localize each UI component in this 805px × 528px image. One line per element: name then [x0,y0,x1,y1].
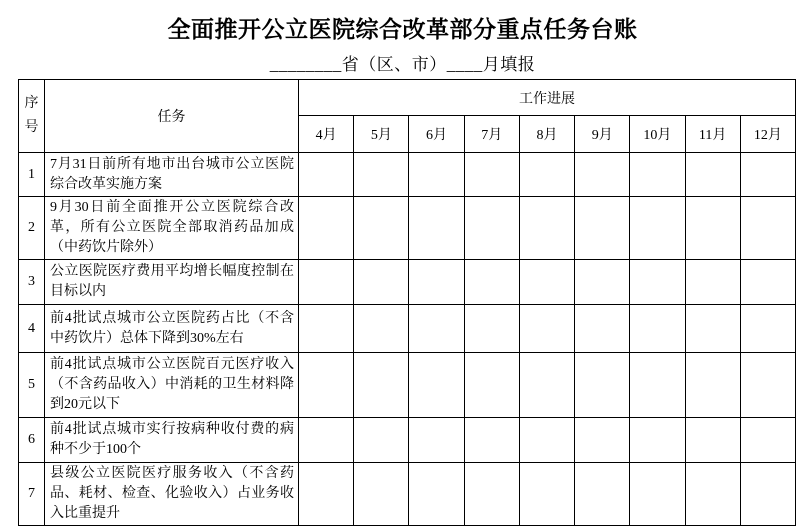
progress-cell-empty [409,463,464,526]
progress-cell-empty [409,260,464,305]
progress-cell-empty [354,418,409,463]
month-header: 7月 [464,116,519,153]
month-header: 12月 [740,116,795,153]
progress-cell-empty [519,353,574,418]
progress-cell-empty [685,197,740,260]
header-task: 任务 [45,80,299,153]
progress-cell-empty [299,260,354,305]
progress-cell-empty [630,260,685,305]
header-row-top [19,80,796,116]
progress-cell-empty [740,463,795,526]
task-description: 前4批试点城市公立医院药占比（不含中药饮片）总体下降到30%左右 [45,305,299,353]
task-ledger-table [18,79,796,526]
progress-cell-empty [299,353,354,418]
progress-cell-empty [354,305,409,353]
progress-cell-empty [464,305,519,353]
row-number: 1 [19,153,45,197]
progress-cell-empty [299,305,354,353]
progress-cell-empty [354,197,409,260]
progress-cell-empty [685,260,740,305]
progress-cell-empty [630,153,685,197]
month-header: 8月 [519,116,574,153]
document-page [0,11,805,528]
progress-cell-empty [299,418,354,463]
progress-cell-empty [685,153,740,197]
progress-cell-empty [575,418,630,463]
progress-cell-empty [409,153,464,197]
progress-cell-empty [575,197,630,260]
progress-cell-empty [575,463,630,526]
table-row [19,418,796,463]
progress-cell-empty [740,153,795,197]
progress-cell-empty [740,305,795,353]
progress-cell-empty [685,305,740,353]
month-header: 4月 [299,116,354,153]
progress-cell-empty [519,463,574,526]
progress-cell-empty [630,305,685,353]
progress-cell-empty [409,353,464,418]
progress-cell-empty [464,418,519,463]
progress-cell-empty [299,153,354,197]
progress-cell-empty [630,463,685,526]
progress-cell-empty [354,353,409,418]
task-description: 前4批试点城市公立医院百元医疗收入（不含药品收入）中消耗的卫生材料降到20元以下 [45,353,299,418]
document-subtitle-fill-in-line: ________省（区、市）____月填报 [269,55,536,74]
progress-cell-empty [519,153,574,197]
document-title: 全面推开公立医院综合改革部分重点任务台账 [167,17,638,42]
progress-cell-empty [685,353,740,418]
table-row [19,197,796,260]
progress-cell-empty [630,197,685,260]
progress-cell-empty [740,197,795,260]
row-number: 7 [19,463,45,526]
progress-cell-empty [740,353,795,418]
progress-cell-empty [740,260,795,305]
progress-cell-empty [519,418,574,463]
month-header: 9月 [575,116,630,153]
progress-cell-empty [299,463,354,526]
progress-cell-empty [685,463,740,526]
progress-cell-empty [354,463,409,526]
row-number: 4 [19,305,45,353]
task-description: 前4批试点城市实行按病种收付费的病种不少于100个 [45,418,299,463]
table-row [19,153,796,197]
table-row [19,305,796,353]
progress-cell-empty [575,305,630,353]
table-row [19,463,796,526]
progress-cell-empty [519,260,574,305]
task-description: 县级公立医院医疗服务收入（不含药品、耗材、检查、化验收入）占业务收入比重提升 [45,463,299,526]
row-number: 2 [19,197,45,260]
table-row [19,353,796,418]
progress-cell-empty [299,197,354,260]
task-description: 7月31日前所有地市出台城市公立医院综合改革实施方案 [45,153,299,197]
month-header: 11月 [685,116,740,153]
progress-cell-empty [409,197,464,260]
progress-cell-empty [464,260,519,305]
progress-cell-empty [740,418,795,463]
row-number: 5 [19,353,45,418]
progress-cell-empty [575,353,630,418]
progress-cell-empty [464,353,519,418]
progress-cell-empty [575,153,630,197]
progress-cell-empty [464,153,519,197]
task-description: 9月30日前全面推开公立医院综合改革，所有公立医院全部取消药品加成（中药饮片除外） [45,197,299,260]
header-work-progress: 工作进展 [299,80,796,116]
progress-cell-empty [409,418,464,463]
progress-cell-empty [630,353,685,418]
progress-cell-empty [409,305,464,353]
header-index: 序号 [19,80,45,153]
progress-cell-empty [519,197,574,260]
progress-cell-empty [464,463,519,526]
row-number: 6 [19,418,45,463]
month-header: 5月 [354,116,409,153]
progress-cell-empty [354,153,409,197]
progress-cell-empty [354,260,409,305]
progress-cell-empty [519,305,574,353]
month-header: 6月 [409,116,464,153]
month-header: 10月 [630,116,685,153]
progress-cell-empty [464,197,519,260]
progress-cell-empty [575,260,630,305]
progress-cell-empty [630,418,685,463]
task-description: 公立医院医疗费用平均增长幅度控制在目标以内 [45,260,299,305]
table-row [19,260,796,305]
row-number: 3 [19,260,45,305]
progress-cell-empty [685,418,740,463]
